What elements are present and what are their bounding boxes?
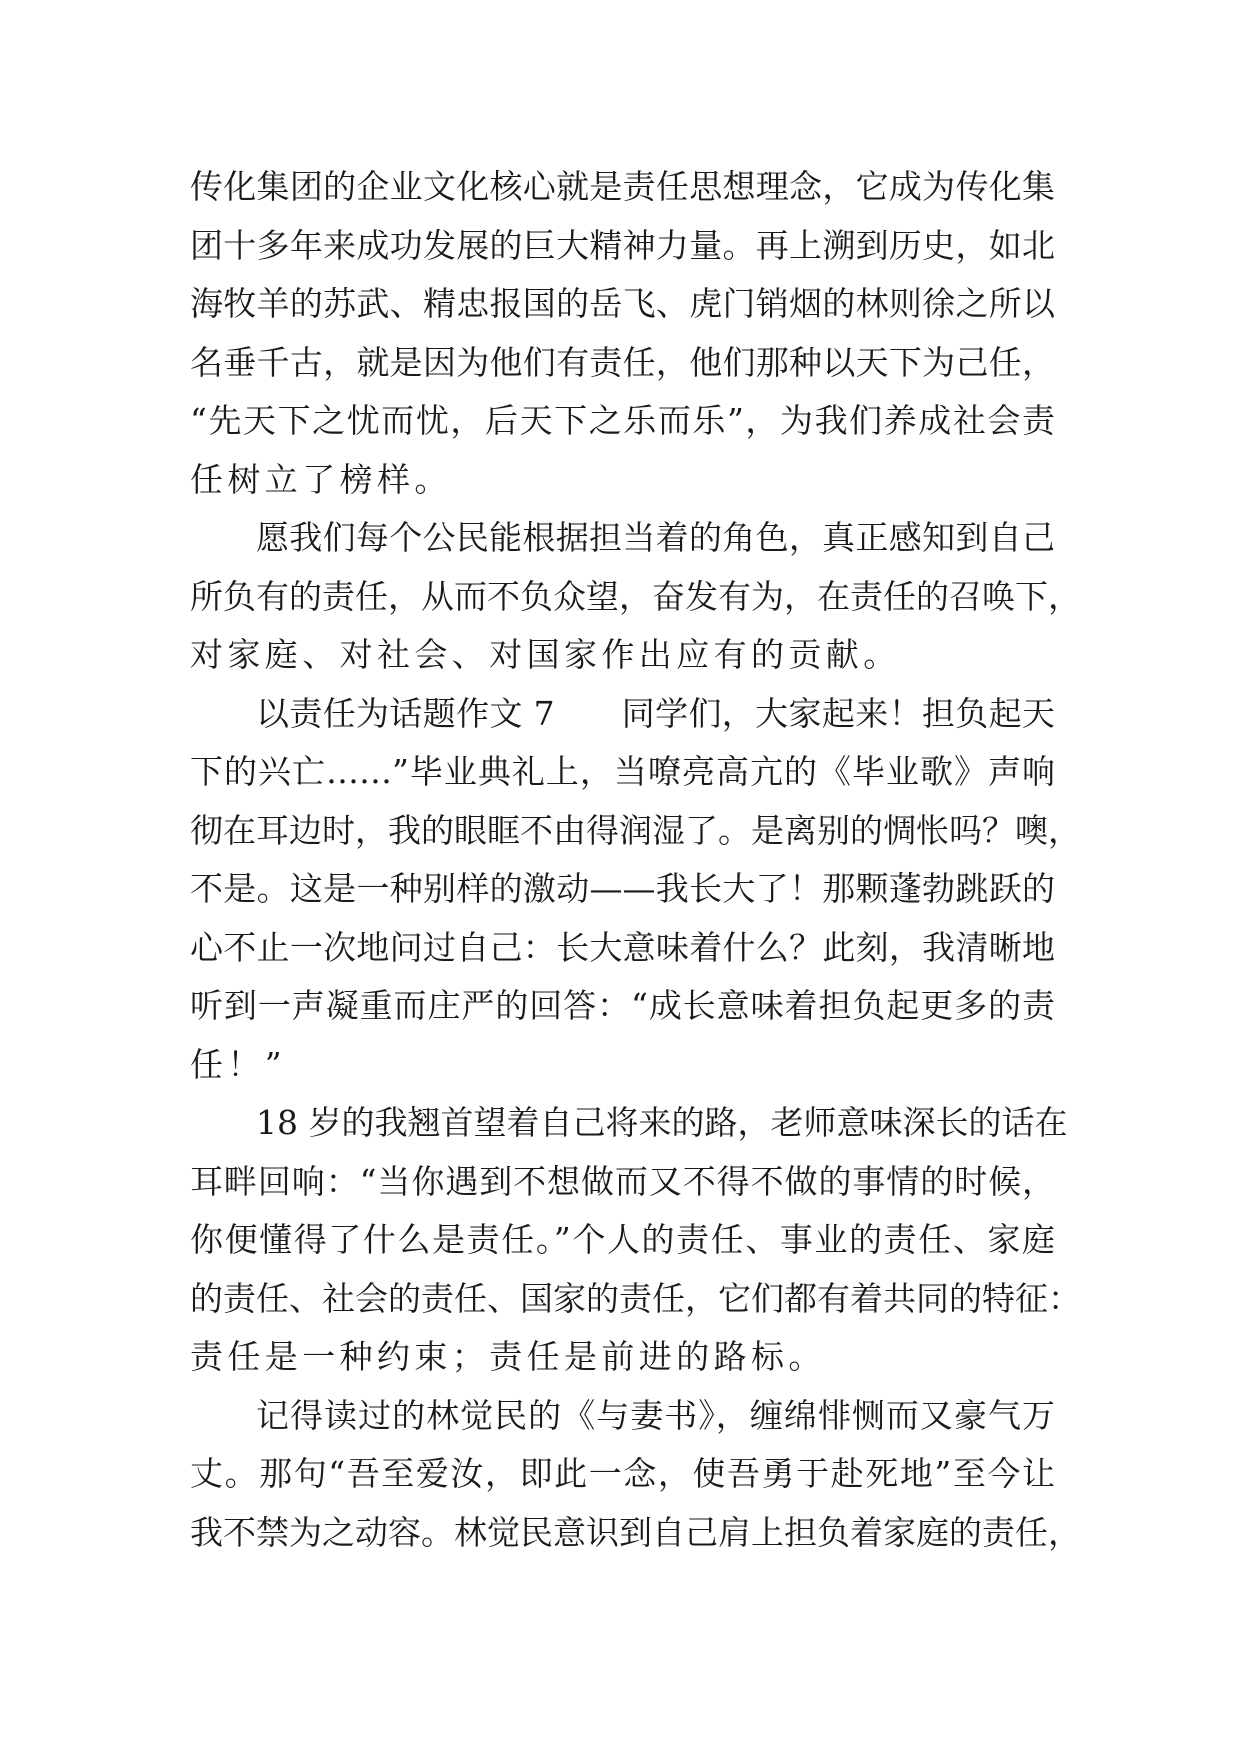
text-line: 任树立了榜样。 xyxy=(190,459,452,499)
text-line: 名垂千古，就是因为他们有责任，他们那种以天下为己任， xyxy=(190,342,1055,382)
text-line: 以责任为话题作文 7 同学们，大家起来！担负起天 xyxy=(256,693,1055,733)
text-line: 你便懂得了什么是责任。”个人的责任、事业的责任、家庭 xyxy=(190,1220,1055,1259)
text-line: 我不禁为之动容。林觉民意识到自己肩上担负着家庭的责任， xyxy=(190,1512,1081,1552)
text-line: 不是。这是一种别样的激动——我长大了！那颗蓬勃跳跃的 xyxy=(190,869,1055,908)
text-line: 所负有的责任，从而不负众望，奋发有为，在责任的召唤下， xyxy=(190,576,1081,616)
text-line: “先天下之忧而忧，后天下之乐而乐”，为我们养成社会责 xyxy=(190,401,1055,440)
text-line: 的责任、社会的责任、国家的责任，它们都有着共同的特征： xyxy=(190,1278,1081,1318)
document-body xyxy=(190,158,1081,1562)
text-line: 听到一声凝重而庄严的回答：“成长意味着担负起更多的责 xyxy=(190,986,1055,1025)
text-line: 传化集团的企业文化核心就是责任思想理念，它成为传化集 xyxy=(190,167,1055,206)
text-line: 愿我们每个公民能根据担当着的角色，真正感知到自己 xyxy=(256,518,1055,557)
text-line: 海牧羊的苏武、精忠报国的岳飞、虎门销烟的林则徐之所以 xyxy=(190,284,1055,323)
text-line: 耳畔回响：“当你遇到不想做而又不得不做的事情的时候， xyxy=(190,1161,1055,1201)
text-line: 责任是一种约束；责任是前进的路标。 xyxy=(190,1337,826,1376)
text-line: 心不止一次地问过自己：长大意味着什么？此刻，我清晰地 xyxy=(190,927,1055,967)
text-line: 任！” xyxy=(190,1044,287,1084)
text-line: 记得读过的林觉民的《与妻书》，缠绵悱恻而又豪气万 xyxy=(256,1395,1055,1435)
text-line: 18 岁的我翘首望着自己将来的路，老师意味深长的话在 xyxy=(256,1103,1068,1142)
text-line: 彻在耳边时，我的眼眶不由得润湿了。是离别的惆怅吗？噢， xyxy=(190,810,1081,850)
text-line: 团十多年来成功发展的巨大精神力量。再上溯到历史，如北 xyxy=(190,225,1055,265)
text-line: 对家庭、对社会、对国家作出应有的贡献。 xyxy=(190,635,901,674)
text-line: 下的兴亡……”毕业典礼上，当嘹亮高亢的《毕业歌》声响 xyxy=(190,752,1055,791)
text-line: 丈。那句“吾至爱汝，即此一念，使吾勇于赴死地”至今让 xyxy=(190,1454,1055,1493)
